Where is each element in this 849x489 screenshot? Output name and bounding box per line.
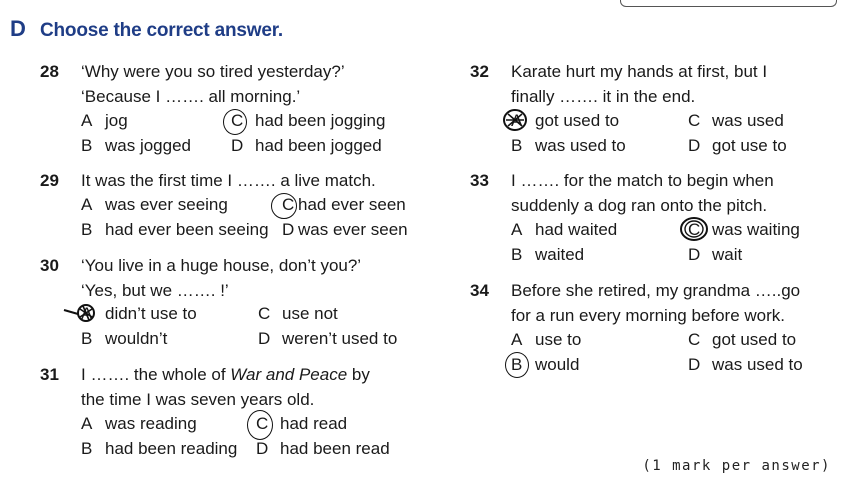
q28-option-d[interactable]: D had been jogged [231,136,382,155]
question-stem-line1: I ……. the whole of War and Peace by [81,365,370,384]
answer-scribble-mark [678,215,712,243]
q29-option-a[interactable]: A was ever seeing [81,195,228,214]
question-number: 31 [40,365,59,384]
answer-scribble-mark [500,106,532,134]
question-number: 33 [470,171,489,190]
q31-option-a[interactable]: A was reading [81,414,197,433]
question-stem-line1: ‘Why were you so tired yesterday?’ [81,62,345,81]
section-title: Choose the correct answer. [40,20,283,41]
question-stem-line2: ‘Yes, but we ……. !’ [81,280,229,300]
answer-circle-mark [271,193,297,219]
q30-option-a[interactable]: A didn’t use to [81,304,197,323]
q33-option-c[interactable]: C was waiting [688,220,800,239]
q34-option-c[interactable]: C got used to [688,330,797,349]
question-stem-line2: suddenly a dog ran onto the pitch. [511,195,768,215]
question-stem-line1: Karate hurt my hands at first, but I [511,62,768,81]
question-stem-line2: ‘Because I ……. all morning.’ [81,86,301,106]
q34-option-a[interactable]: A use to [511,330,582,349]
answer-circle-mark [223,109,247,135]
q34-option-b[interactable]: B would [511,355,580,374]
question-stem-line1: Before she retired, my grandma …..go [511,281,801,300]
answer-scribble-mark [62,300,98,326]
q33-option-b[interactable]: B waited [511,245,585,264]
question-stem-line1: I ……. for the match to begin when [511,171,774,190]
question-stem-line1: ‘You live in a huge house, don’t you?’ [81,256,362,275]
q32-option-c[interactable]: C was used [688,111,784,130]
q29-option-c[interactable]: C had ever seen [282,195,406,214]
marks-footer: (1 mark per answer) [642,458,831,474]
answer-circle-mark [505,352,529,378]
q28-option-c[interactable]: C had been jogging [231,111,386,130]
q33-option-a[interactable]: A had waited [511,220,618,239]
question-stem-line1: It was the first time I ……. a live match. [81,171,376,190]
q32-option-a[interactable]: A got used to [511,111,620,130]
cropped-box-edge [620,0,837,7]
q33-option-d[interactable]: D wait [688,245,743,264]
question-number: 32 [470,62,489,81]
section-letter: D [10,16,26,41]
question-number: 28 [40,62,59,81]
question-number: 30 [40,256,59,275]
question-number: 29 [40,171,59,190]
q30-option-b[interactable]: B wouldn’t [81,329,168,348]
answer-circle-mark [247,410,273,440]
q31-option-b[interactable]: B had been reading [81,439,238,458]
q28-option-a[interactable]: A jog [81,111,128,130]
book-title: War and Peace [230,365,348,384]
q31-option-d[interactable]: D had been read [256,439,390,458]
question-stem-line2: for a run every morning before work. [511,305,786,325]
q32-option-d[interactable]: D got use to [688,136,787,155]
q31-option-c[interactable]: C had read [256,414,348,433]
question-stem-line2: the time I was seven years old. [81,389,315,409]
q28-option-b[interactable]: B was jogged [81,136,192,155]
q30-option-d[interactable]: D weren’t used to [258,329,398,348]
q34-option-d[interactable]: D was used to [688,355,803,374]
q32-option-b[interactable]: B was used to [511,136,626,155]
question-stem-line2: finally ……. it in the end. [511,86,696,106]
q29-option-d[interactable]: D was ever seen [282,220,408,239]
question-number: 34 [470,281,489,300]
q30-option-c[interactable]: C use not [258,304,338,323]
q29-option-b[interactable]: B had ever been seeing [81,220,269,239]
